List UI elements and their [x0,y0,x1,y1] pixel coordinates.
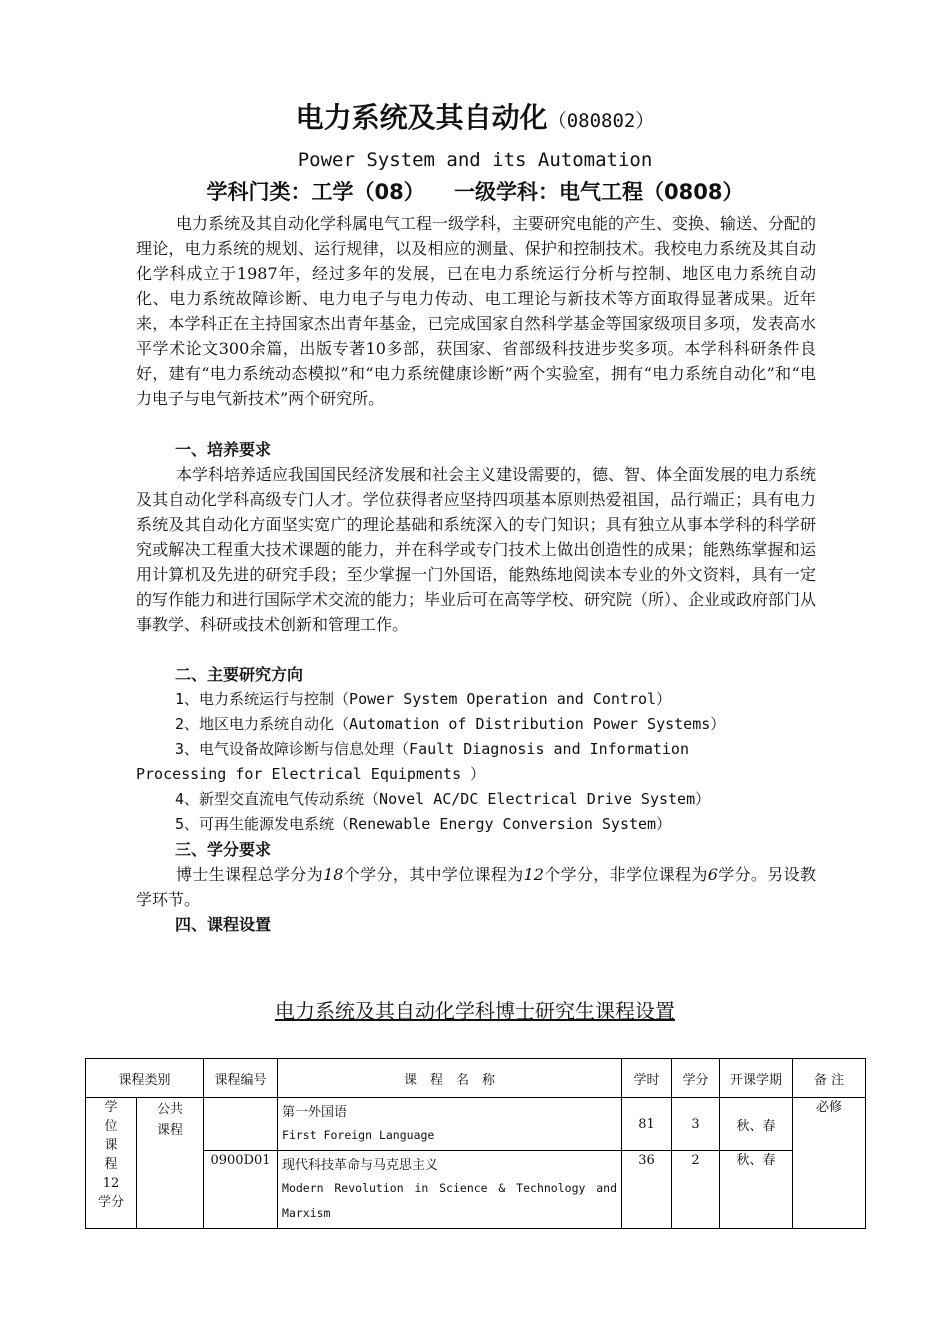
course-credits: 3 [672,1098,720,1151]
category-line: 学科门类：工学（08） 一级学科：电气工程（0808） [206,180,744,204]
table-header-row [86,1059,866,1098]
section-heading-courses: 四、课程设置 [175,915,272,934]
course-credits: 2 [672,1151,720,1229]
header-code: 课程编号 [204,1059,278,1098]
header-course-name: 课 程 名 称 [278,1059,622,1098]
subcategory-public-cell: 公共 课程 [137,1098,204,1229]
course-name: 第一外国语 First Foreign Language [278,1098,622,1151]
discipline-code: （080802） [547,110,655,132]
header-category: 课程类别 [86,1059,204,1098]
course-note: 必修 [793,1098,866,1229]
course-hours: 36 [622,1151,672,1229]
total-credits: 18 [323,865,344,884]
research-direction-item: 4、新型交直流电气传动系统（Novel AC/DC Electrical Drive System） [175,790,711,808]
header-hours: 学时 [622,1059,672,1098]
research-direction-item: 2、地区电力系统自动化（Automation of Distribution Power Systems） [175,715,726,733]
course-name: 现代科技革命与马克思主义 Modern Revolution in Science & Technology and Marxism [278,1151,622,1229]
course-code [204,1098,278,1151]
header-credits: 学分 [672,1059,720,1098]
requirements-paragraph: 本学科培养适应我国国民经济发展和社会主义建设需要的，德、智、体全面发展的电力系统及其自动化学科高级专门人才。学位获得者应坚持四项基本原则热爱祖国，品行端正；具有电力系统及其自动化方面坚实宽广的理论基础和系统深入的专门知识；具有独立从事本学科的科学研究或解决工程重大技术课题的能力，并在科学或专门技术上做出创造性的成果；能熟练掌握和运用计算机及先进的研究手段；至少掌握一门外国语，能熟练地阅读本专业的外文资料，具有一定的写作能力和进行国际学术交流的能力；毕业后可在高等学校、研究院（所）、企业或政府部门从事教学、科研或技术创新和管理工作。 [136,465,817,634]
table-title: 电力系统及其自动化学科博士研究生课程设置 [275,999,675,1023]
course-semester: 秋、春 [720,1151,793,1229]
category-degree-cell: 学 位 课 程 12 学分 [86,1098,137,1229]
intro-paragraph: 电力系统及其自动化学科属电气工程一级学科，主要研究电能的产生、变换、输送、分配的理论，电力系统的规划、运行规律，以及相应的测量、保护和控制技术。我校电力系统及其自动化学科成立于1987年，经过多年的发展，已在电力系统运行分析与控制、地区电力系统自动化、电力系统故障诊断、电力电子与电力传动、电工理论与新技术等方面取得显著成果。近年来，本学科正在主持国家杰出青年基金，已完成国家自然科学基金等国家级项目多项，发表高水平学术论文300余篇，出版专著10多部，获国家、省部级科技进步奖多项。本学科科研条件良好，建有“电力系统动态模拟”和“电力系统健康诊断”两个实验室，拥有“电力系统自动化”和“电力电子与电气新技术”两个研究所。 [136,214,817,408]
course-hours: 81 [622,1098,672,1151]
research-direction-item: 3、电气设备故障诊断与信息处理（Fault Diagnosis and Information [175,740,689,758]
page-title: 电力系统及其自动化（080802） [295,101,655,134]
nondegree-credits: 6 [707,865,718,884]
course-semester: 秋、春 [720,1098,793,1151]
section-heading-requirements: 一、培养要求 [175,440,272,459]
section-heading-research: 二、主要研究方向 [175,665,304,684]
course-code: 0900D01 [204,1151,278,1229]
header-semester: 开课学期 [720,1059,793,1098]
research-direction-item: 1、电力系统运行与控制（Power System Operation and Control） [175,690,672,708]
research-direction-item-continued: Processing for Electrical Equipments ） [136,765,486,783]
section-heading-credits: 三、学分要求 [175,840,272,859]
english-title: Power System and its Automation [297,149,653,171]
header-note: 备 注 [793,1059,866,1098]
table-row [86,1098,866,1151]
degree-credits: 12 [523,865,544,884]
course-table [85,1058,866,1229]
research-direction-item: 5、可再生能源发电系统（Renewable Energy Conversion System） [175,815,672,833]
credits-paragraph: 博士生课程总学分为18个学分，其中学位课程为12个学分，非学位课程为6学分。另设教学环节。 [136,865,816,909]
